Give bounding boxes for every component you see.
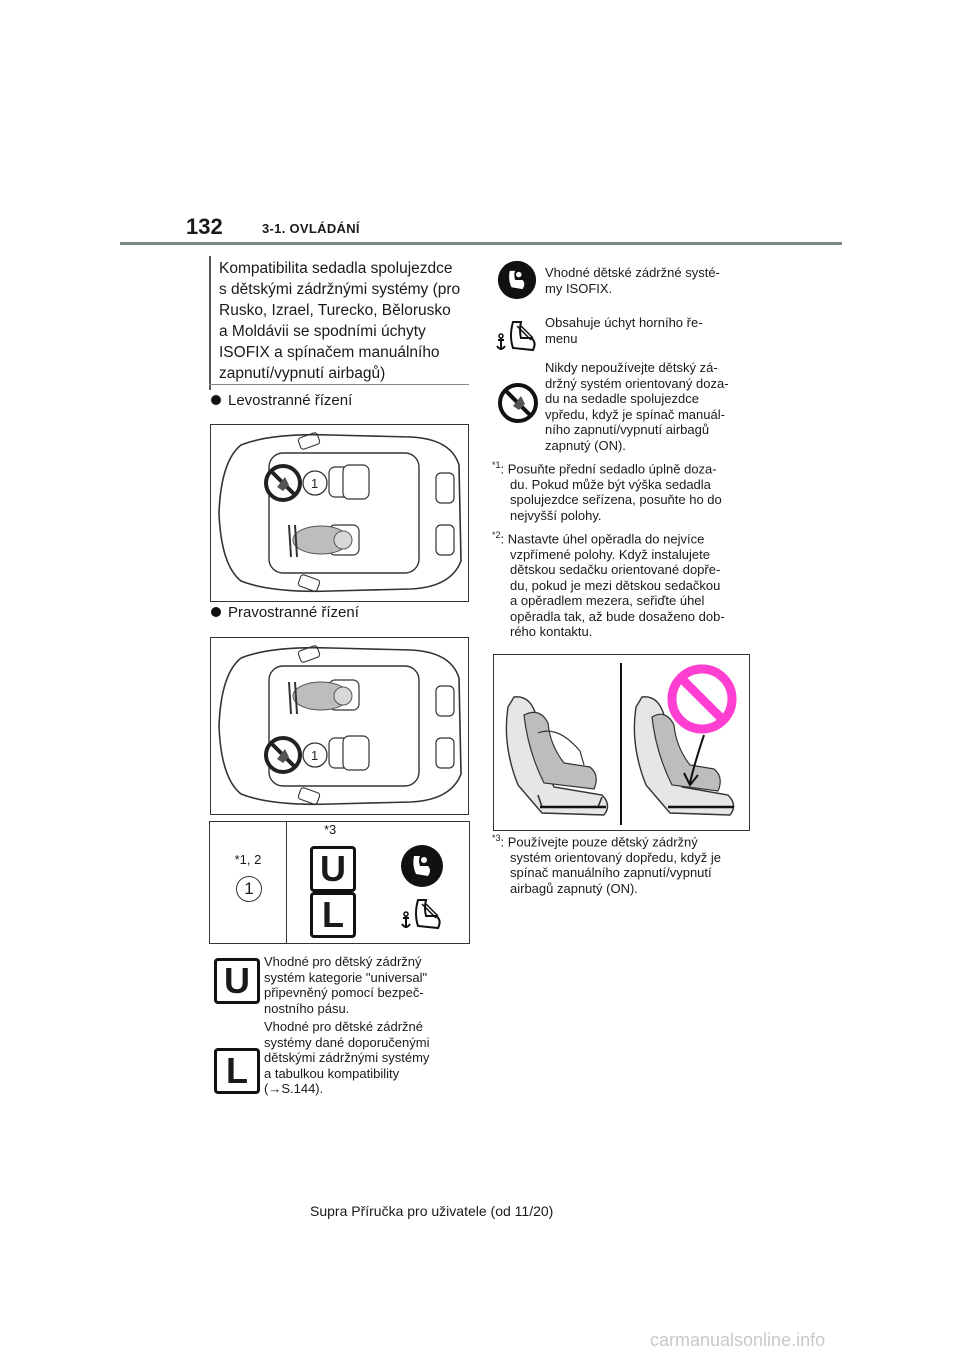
header-divider: [120, 242, 842, 245]
title-line: zapnutí/vypnutí airbagů): [219, 365, 386, 382]
table-col1-header: *1, 2: [234, 852, 262, 867]
section-title: 3-1. OVLÁDÁNÍ: [262, 221, 360, 236]
footer-text: Supra Příručka pro uživatele (od 11/20): [310, 1203, 554, 1219]
isofix-legend-text: Vhodné dětské zádržné systé- my ISOFIX.: [545, 265, 720, 296]
anchor-legend-text: Obsahuje úchyt horního ře- menu: [545, 315, 703, 346]
child-seat-illustration: [494, 655, 749, 830]
anchor-seat-icon: [493, 316, 541, 361]
title-line: a Moldávii se spodními úchyty: [219, 323, 426, 340]
bullet-icon: [211, 395, 221, 405]
car-topview-lhd: [211, 425, 468, 601]
title-divider: [209, 384, 469, 385]
note-2: $^{*2}$: Nastavte úhel opěradla do nejvíce vzpřímené polohy. Když instalujete dětskou sedačku orientované dopře- du, pokud je mezi dětskou sedačkou a opěradlem mezera, seřiďte úhel opěradla tak, až bude dosaženo dob- rého kontaktu.: [492, 530, 725, 640]
universal-icon: U: [310, 846, 356, 892]
isofix-seat-icon: [400, 844, 444, 893]
title-line: Rusko, Izrael, Turecko, Bělorusko: [219, 302, 451, 319]
anchor-seat-icon: [398, 894, 446, 939]
isofix-seat-icon: [497, 260, 537, 305]
legend-limited-text: Vhodné pro dětské zádržné systémy dané doporučenými dětskými zádržnými systémy a tabulkou kompatibility (→S.144).: [264, 1019, 430, 1096]
rhd-heading: [211, 604, 359, 621]
watermark: carmanualsonline.info: [650, 1330, 826, 1350]
compatibility-title: [209, 256, 477, 390]
page-number: 132: [186, 214, 223, 239]
note-1: $^{*1}$: Posuňte přední sedadlo úplně doza- du. Pokud může být výška sedadla spolujezdce seřízena, posuňte ho do nejvyšší polohy.: [492, 460, 722, 523]
legend-limited-icon: L: [214, 1048, 260, 1094]
seat-marker-icon: 1: [236, 876, 262, 902]
table-divider: [286, 822, 287, 943]
seat-marker: 1: [311, 748, 319, 763]
lhd-car-diagram: [210, 424, 469, 602]
rhd-label: Pravostranné řízení: [228, 604, 359, 621]
lhd-heading: [211, 392, 352, 409]
legend-universal-icon: U: [214, 958, 260, 1004]
compatibility-table: [209, 821, 470, 944]
prohibited-legend-text: Nikdy nepoužívejte dětský zá- držný systém orientovaný doza- du na sedadle spolujezdce vpředu, když je spínač manuál- ního zapnutí/vypnutí airbagů zapnutý (ON).: [545, 360, 729, 453]
bullet-icon: [211, 607, 221, 617]
note-3: $^{*3}$: Používejte pouze dětský zádržný systém orientovaný dopředu, když je spínač manuálního zapnutí/vypnutí airbagů zapnutý (ON).: [492, 833, 721, 896]
child-seat-figure: [493, 654, 750, 831]
legend-universal-text: Vhodné pro dětský zádržný systém kategorie "universal" připevněný pomocí bezpeč- nostního pásu.: [264, 954, 428, 1016]
title-line: Kompatibilita sedadla spolujezdce: [219, 260, 453, 277]
table-col2-header: *3: [324, 822, 337, 837]
rhd-car-diagram: [210, 637, 469, 815]
title-line: s dětskými zádržnými systémy (pro: [219, 281, 461, 298]
lhd-label: Levostranné řízení: [228, 392, 353, 409]
car-topview-rhd: [211, 638, 468, 814]
seat-marker: 1: [311, 476, 319, 491]
title-line: ISOFIX a spínačem manuálního: [219, 344, 440, 361]
limited-icon: L: [310, 892, 356, 938]
prohibited-seat-icon: [497, 382, 539, 429]
